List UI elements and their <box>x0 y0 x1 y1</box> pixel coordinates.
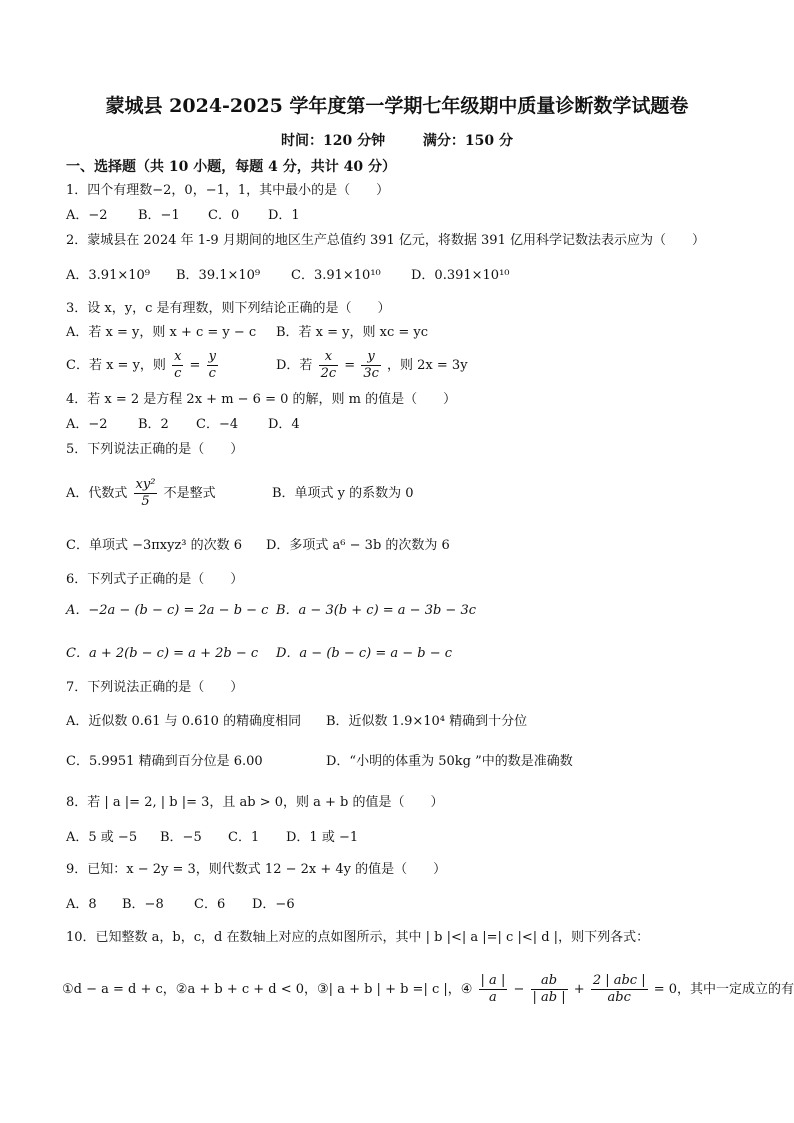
q1-option-a: A．−2 <box>66 208 108 223</box>
q1-option-b: B．−1 <box>138 208 180 223</box>
question-5-stem: 5．下列说法正确的是（ ） <box>66 442 244 457</box>
q9-option-d: D．−6 <box>252 897 295 912</box>
question-8-stem: 8．若 | a |= 2, | b |= 3，且 ab > 0，则 a + b 的值是（ ） <box>66 795 444 810</box>
numerator: x <box>174 349 182 364</box>
denominator: c <box>208 366 216 381</box>
question-1-options <box>66 207 300 225</box>
q8-option-d: D．1 或 −1 <box>286 830 359 845</box>
equals-sign: = <box>189 358 201 373</box>
q6-option-b: B．a − 3(b + c) = a − 3b − 3c <box>276 603 477 618</box>
q4-option-d: D．4 <box>268 417 300 432</box>
q5-option-a <box>66 476 272 512</box>
q9-option-a: A．8 <box>66 897 97 912</box>
q5-option-b: B．单项式 y 的系数为 0 <box>272 486 414 501</box>
fraction <box>591 973 648 1006</box>
q9-option-c: C．6 <box>194 897 226 912</box>
q2-option-d: D．0.391×10¹⁰ <box>411 268 510 283</box>
question-7-options-cd <box>66 753 573 771</box>
numerator: y <box>361 349 381 366</box>
question-4-options <box>66 416 300 434</box>
q2-option-c: C．3.91×10¹⁰ <box>291 268 381 283</box>
numerator: xy² <box>135 477 156 492</box>
q5-option-d: D．多项式 a⁶ − 3b 的次数为 6 <box>266 538 450 553</box>
minus-sign: − <box>513 982 525 997</box>
fraction <box>319 349 339 382</box>
fraction <box>531 973 568 1006</box>
q3-option-b: B．若 x = y，则 xc = yc <box>276 325 429 340</box>
q4-option-a: A．−2 <box>66 417 108 432</box>
question-7-stem: 7．下列说法正确的是（ ） <box>66 680 244 695</box>
exam-meta <box>0 132 794 150</box>
fraction <box>479 973 508 1006</box>
denominator: 5 <box>141 494 150 509</box>
q7-option-b: B．近似数 1.9×10⁴ 精确到十分位 <box>326 714 528 729</box>
exam-time: 时间：120 分钟 <box>281 133 386 149</box>
q5-option-a-tail: 不是整式 <box>163 486 216 501</box>
denominator: 3c <box>363 366 379 381</box>
question-3-options-cd <box>66 349 468 383</box>
q3-option-d <box>276 349 468 383</box>
q2-option-b: B．39.1×10⁹ <box>176 268 261 283</box>
q6-option-c: C．a + 2(b − c) = a + 2b − c <box>66 646 259 661</box>
question-6-options-ab <box>66 602 476 620</box>
q3-option-d-label: D．若 <box>276 358 313 373</box>
q8-option-a: A．5 或 −5 <box>66 830 138 845</box>
question-2-stem: 2．蒙城县在 2024 年 1-9 月期间的地区生产总值约 391 亿元，将数据 391 亿用科学记数法表示应为（ ） <box>66 233 705 248</box>
q7-option-d: D．“小明的体重为 50kg ”中的数是准确数 <box>326 754 573 769</box>
q4-option-c: C．−4 <box>196 417 239 432</box>
q3-option-a: A．若 x = y，则 x + c = y − c <box>66 325 257 340</box>
denominator: abc <box>607 990 631 1005</box>
q5-option-a-label: A．代数式 <box>66 486 128 501</box>
numerator: | a | <box>480 973 506 988</box>
q5-option-c: C．单项式 −3πxyz³ 的次数 6 <box>66 538 243 553</box>
numerator: x <box>319 349 339 366</box>
question-5-options-cd <box>66 537 450 555</box>
question-1-stem: 1．四个有理数−2，0，−1，1，其中最小的是（ ） <box>66 183 390 198</box>
q6-option-d: D．a − (b − c) = a − b − c <box>276 646 453 661</box>
question-3-options-ab <box>66 324 428 342</box>
exam-score: 满分：150 分 <box>422 133 513 149</box>
fraction <box>172 349 183 382</box>
numerator: ab <box>531 973 568 990</box>
q3-option-d-tail: ，则 2x = 3y <box>387 358 468 373</box>
q3-option-c <box>66 349 276 383</box>
denominator: a <box>489 990 497 1005</box>
q8-option-b: B．−5 <box>160 830 202 845</box>
numerator: 2 | abc | <box>592 973 646 988</box>
question-4-stem: 4．若 x = 2 是方程 2x + m − 6 = 0 的解，则 m 的值是（ ） <box>66 392 457 407</box>
q2-option-a: A．3.91×10⁹ <box>66 268 150 283</box>
q10-statements-tail: = 0，其中一定成立的有 <box>653 982 794 997</box>
exam-title: 蒙城县 2024-2025 学年度第一学期七年级期中质量诊断数学试题卷 <box>105 95 689 117</box>
q1-option-c: C．0 <box>208 208 240 223</box>
numerator: y <box>208 349 216 364</box>
q4-option-b: B．2 <box>138 417 169 432</box>
q7-option-c: C．5.9951 精确到百分位是 6.00 <box>66 754 263 769</box>
question-9-options <box>66 896 295 914</box>
question-2-options <box>66 267 510 285</box>
plus-sign: + <box>573 982 585 997</box>
q10-statements-text: ①d − a = d + c，②a + b + c + d < 0，③| a + b | + b =| c |，④ <box>62 982 473 997</box>
question-5-options-ab <box>66 476 414 512</box>
denominator: c <box>174 366 182 381</box>
q8-option-c: C．1 <box>228 830 260 845</box>
question-8-options <box>66 829 358 847</box>
question-10-stem: 10．已知整数 a，b，c，d 在数轴上对应的点如图所示，其中 | b |<| a |=| c |<| d |，则下列各式： <box>66 930 650 945</box>
section-heading: 一、选择题（共 10 小题，每题 4 分，共计 40 分） <box>66 159 396 175</box>
question-9-stem: 9．已知：x − 2y = 3，则代数式 12 − 2x + 4y 的值是（ ） <box>66 862 447 877</box>
denominator: 2c <box>320 366 337 381</box>
question-7-options-ab <box>66 713 527 731</box>
fraction <box>361 349 381 382</box>
question-6-stem: 6．下列式子正确的是（ ） <box>66 572 244 587</box>
denominator: | ab | <box>532 990 566 1005</box>
q6-option-a: A．−2a − (b − c) = 2a − b − c <box>66 603 269 618</box>
fraction <box>134 477 158 510</box>
question-6-options-cd <box>66 645 452 663</box>
question-3-stem: 3．设 x，y，c 是有理数，则下列结论正确的是（ ） <box>66 301 391 316</box>
question-10-statements <box>62 970 794 1010</box>
q7-option-a: A．近似数 0.61 与 0.610 的精确度相同 <box>66 714 302 729</box>
q9-option-b: B．−8 <box>122 897 164 912</box>
equals-sign: = <box>344 358 356 373</box>
q3-option-c-label: C．若 x = y，则 <box>66 358 166 373</box>
fraction <box>207 349 218 382</box>
q1-option-d: D．1 <box>268 208 300 223</box>
